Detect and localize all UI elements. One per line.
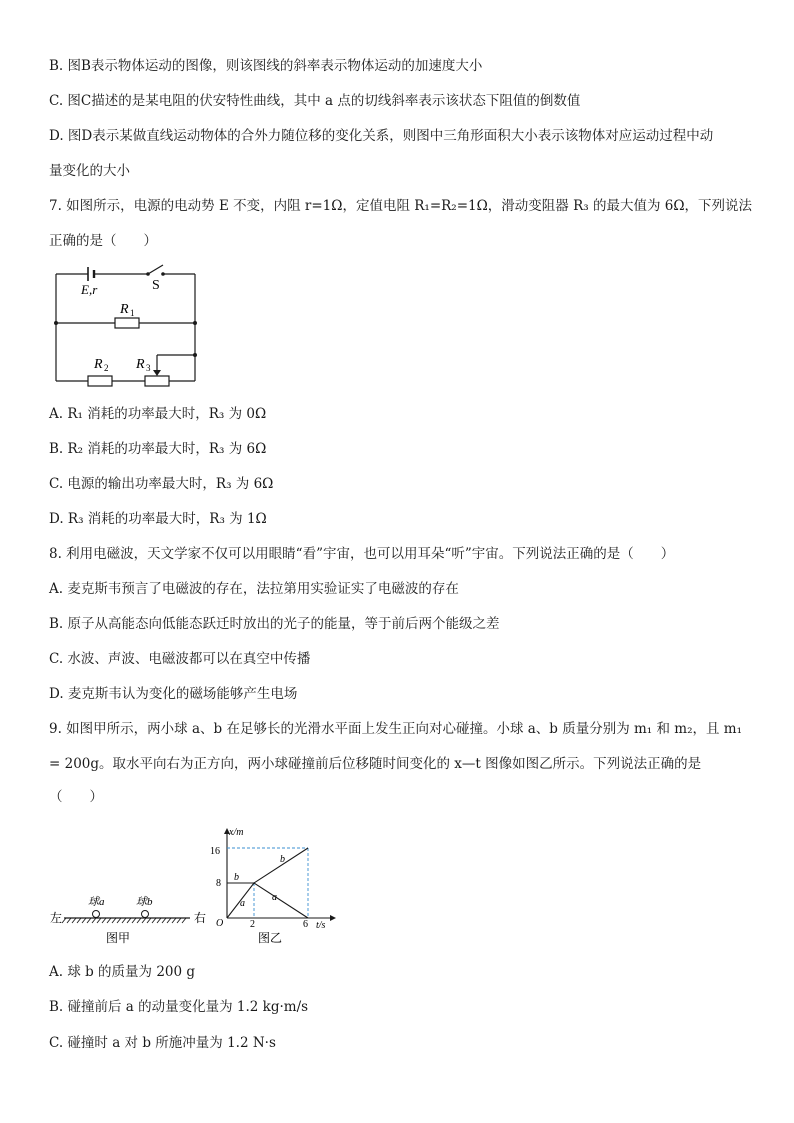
battery-label: E,r [81, 282, 98, 297]
ball-b-label: 球b [136, 896, 153, 908]
label-b-after: b [280, 854, 285, 865]
ground-hatch [117, 918, 121, 923]
ground-hatch [157, 918, 161, 923]
option-c-q9: C. 碰撞时 a 对 b 所施冲量为 1.2 N·s [49, 1035, 276, 1051]
ground-hatch [122, 918, 126, 923]
ground-hatch [132, 918, 136, 923]
option-c-q7: C. 电源的输出功率最大时，R₃ 为 6Ω [49, 476, 274, 492]
left-label: 左 [50, 911, 63, 925]
switch-label: S [152, 278, 160, 293]
ground-hatch [82, 918, 86, 923]
option-b-q6: B. 图B表示物体运动的图像，则该图线的斜率表示物体运动的加速度大小 [49, 58, 483, 74]
question-7-stem-cont: 正确的是（ ） [49, 233, 157, 249]
option-b-q9: B. 碰撞前后 a 的动量变化量为 1.2 kg·m/s [49, 999, 309, 1015]
option-c-q6: C. 图C描述的是某电阻的伏安特性曲线，其中 a 点的切线斜率表示该状态下阻值的倒数值 [49, 93, 581, 109]
ground-hatch [152, 918, 156, 923]
option-a-q7: A. R₁ 消耗的功率最大时，R₃ 为 0Ω [49, 406, 267, 422]
option-c-q8: C. 水波、声波、电磁波都可以在真空中传播 [49, 651, 311, 667]
figure-yi-xt-graph [210, 826, 340, 950]
y-axis-label: x/m [229, 827, 244, 838]
y-tick-8: 8 [216, 878, 221, 889]
ground-hatch [107, 918, 111, 923]
label-b-before: b [234, 872, 239, 883]
ball-a-label: 球a [88, 896, 105, 908]
r2-label: R [94, 357, 103, 372]
ground-hatch [142, 918, 146, 923]
label-a-before: a [240, 898, 245, 909]
option-d-q8: D. 麦克斯韦认为变化的磁场能够产生电场 [49, 686, 298, 702]
ground-hatch [162, 918, 166, 923]
option-d-q7: D. R₃ 消耗的功率最大时，R₃ 为 1Ω [49, 511, 267, 527]
option-d-q6-cont: 量变化的大小 [49, 163, 130, 179]
question-9-stem: 9. 如图甲所示，两小球 a、b 在足够长的光滑水平面上发生正向对心碰撞。小球 a、b 质量分别为 m₁ 和 m₂，且 m₁ [49, 721, 743, 737]
ground-hatch [137, 918, 141, 923]
x-tick-6: 6 [303, 919, 308, 930]
ground-hatch [102, 918, 106, 923]
caption-yi: 图乙 [258, 931, 283, 945]
ground-hatch [77, 918, 81, 923]
x-tick-2: 2 [250, 919, 255, 930]
r3-subscript: 3 [146, 363, 151, 373]
ball-b [142, 911, 149, 918]
ground-hatch [177, 918, 181, 923]
ground-hatch [72, 918, 76, 923]
ground-hatch [112, 918, 116, 923]
circuit-diagram [48, 262, 208, 390]
question-7-stem: 7. 如图所示，电源的电动势 E 不变，内阻 r=1Ω，定值电阻 R₁=R₂=1Ω，滑动变阻器 R₃ 的最大值为 6Ω，下列说法 [49, 198, 753, 214]
r1-subscript: 1 [130, 308, 135, 318]
ground-hatch [67, 918, 71, 923]
x-axis-label: t/s [316, 920, 326, 931]
label-a-after: a [272, 892, 277, 903]
y-tick-16: 16 [210, 846, 220, 857]
figure-jia [48, 890, 218, 950]
ball-a [93, 911, 100, 918]
option-a-q8: A. 麦克斯韦预言了电磁波的存在，法拉第用实验证实了电磁波的存在 [49, 581, 459, 597]
option-b-q7: B. R₂ 消耗的功率最大时，R₃ 为 6Ω [49, 441, 267, 457]
series-b-line [227, 848, 308, 883]
caption-jia: 图甲 [106, 931, 131, 945]
ground-hatch [147, 918, 151, 923]
ground-hatch [97, 918, 101, 923]
origin-label: O [216, 918, 224, 929]
ground-hatch [87, 918, 91, 923]
ground-hatch [62, 918, 66, 923]
ground-hatch [182, 918, 186, 923]
option-b-q8: B. 原子从高能态向低能态跃迁时放出的光子的能量，等于前后两个能级之差 [49, 616, 500, 632]
option-a-q9: A. 球 b 的质量为 200 g [49, 964, 196, 980]
ground-hatch [167, 918, 171, 923]
ground-hatch [127, 918, 131, 923]
r2-subscript: 2 [104, 363, 109, 373]
option-d-q6: D. 图D表示某做直线运动物体的合外力随位移的变化关系，则图中三角形面积大小表示该物体对应运动过程中动 [49, 128, 714, 144]
ground-hatch [92, 918, 96, 923]
r1-label: R [120, 302, 129, 317]
ground-hatch [172, 918, 176, 923]
r3-label: R [136, 357, 145, 372]
question-8-stem: 8. 利用电磁波，天文学家不仅可以用眼睛“看”宇宙，也可以用耳朵“听”宇宙。下列说法正确的是（ ） [49, 546, 675, 562]
question-9-stem-cont: = 200g。取水平向右为正方向，两小球碰撞前后位移随时间变化的 x—t 图像如图乙所示。下列说法正确的是 [49, 756, 702, 772]
question-9-paren: （ ） [49, 789, 103, 805]
x-axis-arrow [330, 915, 336, 921]
right-label: 右 [194, 911, 207, 925]
